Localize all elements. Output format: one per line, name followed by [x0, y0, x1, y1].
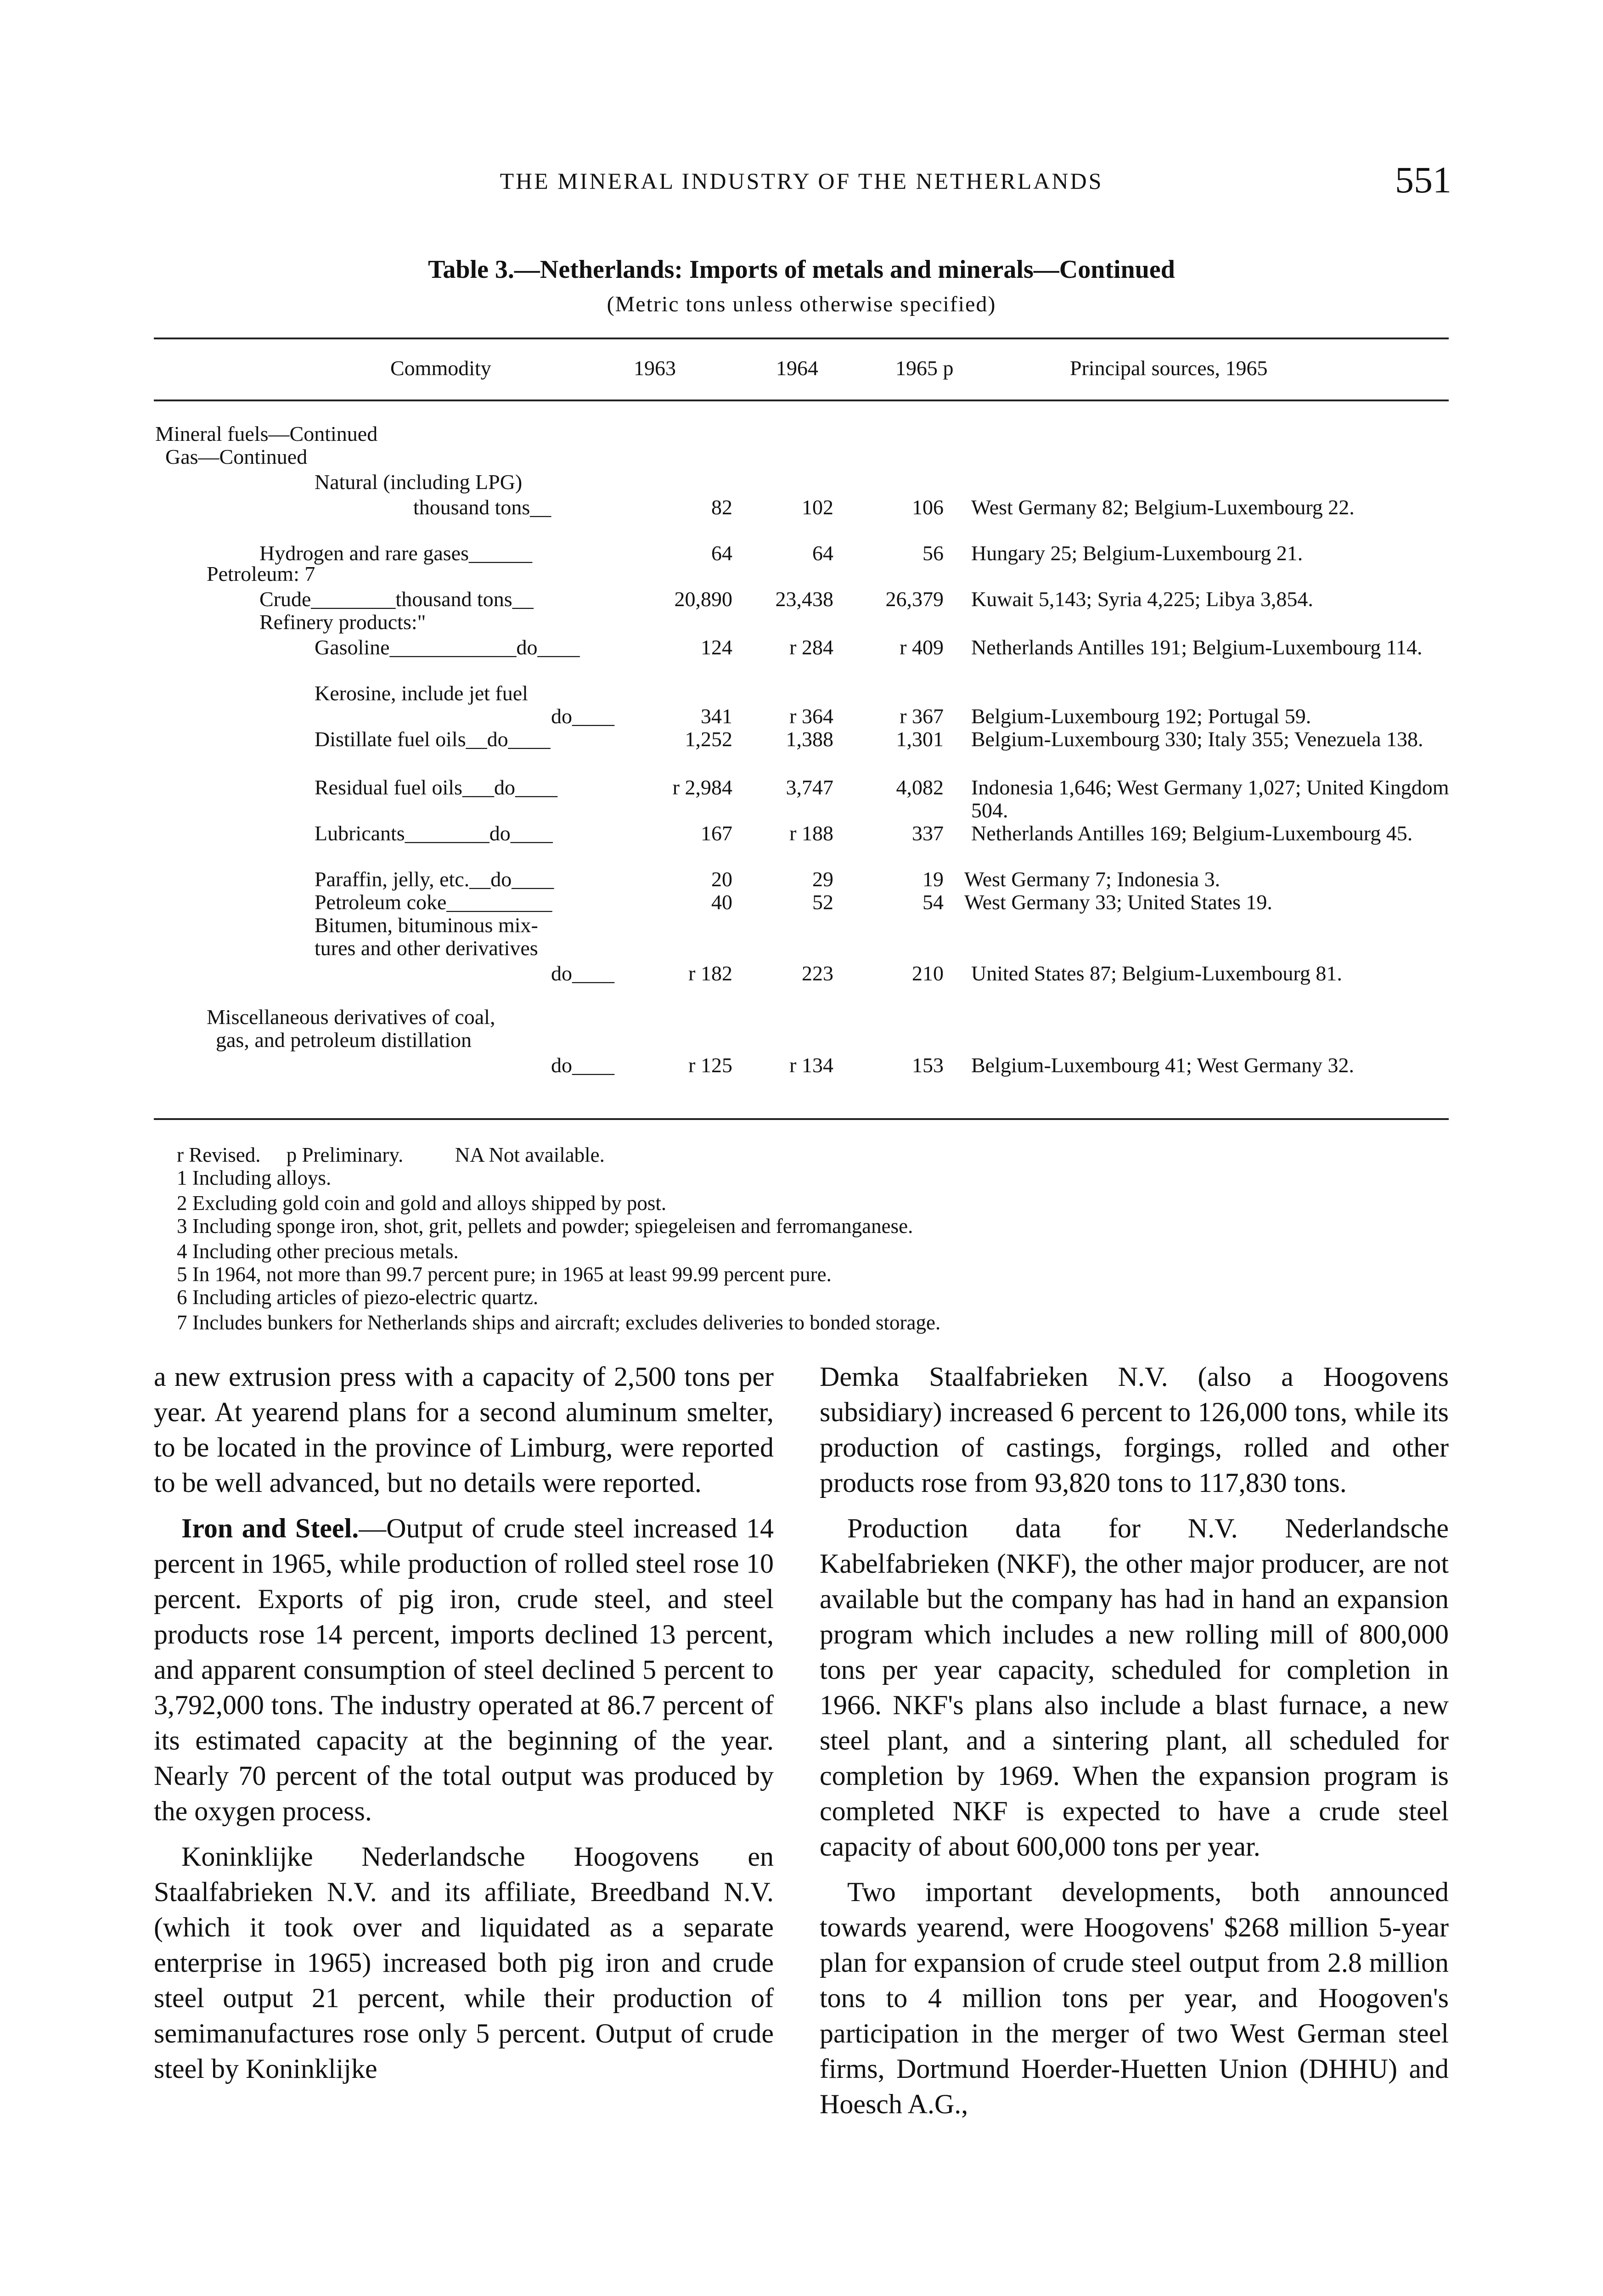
table-cell-1963: 82: [711, 495, 732, 519]
table-row-label: Hydrogen and rare gases______: [259, 541, 532, 565]
table-cell-1965: 1,301: [896, 727, 944, 751]
table-cell-1964: r 134: [789, 1053, 833, 1077]
footnote: 2 Excluding gold coin and gold and alloys shipped by post.: [177, 1192, 667, 1215]
table-row-label: tures and other derivatives: [315, 936, 538, 960]
paragraph: Demka Staalfabrieken N.V. (also a Hoogovens subsidiary) increased 6 percent to 126,000 tons, while its production of castings, forgings, rolled and other products rose from 93,820 tons to 117,830 tons.: [820, 1362, 1449, 1498]
table-cell-sources: United States 87; Belgium-Luxembourg 81.: [971, 962, 1342, 985]
table-title: Table 3.—Netherlands: Imports of metals and minerals—Continued: [428, 255, 1175, 284]
table-cell-1965: 210: [912, 962, 944, 985]
table-cell-1965: r 367: [900, 704, 944, 728]
table-cell-1965: 153: [912, 1053, 944, 1077]
table-cell-1964: 102: [802, 495, 833, 519]
table-cell-sources: Hungary 25; Belgium-Luxembourg 21.: [971, 541, 1303, 565]
table-cell-1963: 64: [711, 541, 732, 565]
table-cell-1964: 52: [812, 890, 833, 914]
table-cell-1965: 19: [922, 867, 944, 891]
table-row-label: do____: [551, 1053, 614, 1077]
table-row-label: Refinery products:": [259, 610, 426, 634]
table-cell-1965: 4,082: [896, 776, 944, 799]
table-row-label: thousand tons__: [413, 495, 551, 519]
table-row-label: Distillate fuel oils__do____: [315, 727, 551, 751]
paragraph: Koninklijke Nederlandsche Hoogovens en Staalfabrieken N.V. and its affiliate, Breedband N.V. (which it took over and liquidated as a separate enterprise in 1965) increased both pig iron and crude steel output 21 percent, while their production of semimanufactures rose only 5 percent. Output of crude steel by Koninklijke: [154, 1841, 774, 2084]
table-row-label: Residual fuel oils___do____: [315, 776, 557, 799]
table-cell-sources: West Germany 82; Belgium-Luxembourg 22.: [971, 495, 1355, 519]
column-header-sources: Principal sources, 1965: [1070, 356, 1268, 380]
table-row-label: Kerosine, include jet fuel: [315, 681, 528, 705]
table-row-label: Gas—Continued: [165, 445, 308, 468]
paragraph: Two important developments, both announced towards yearend, were Hoogovens' $268 million 5-year plan for expansion of crude steel output from 2.8 million tons to 4 million tons per year, and Hoogoven's participation in the merger of two West German steel firms, Dortmund Hoerder-Huetten Union (DHHU) and Hoesch A.G.,: [820, 1877, 1449, 2119]
paragraph: Production data for N.V. Nederlandsche Kabelfabrieken (NKF), the other major producer, are not available but the company has had in hand an expansion program which includes a new rolling mill of 800,000 tons per year capacity, scheduled for completion in 1966. NKF's plans also include a blast furnace, a new steel plant, and a sintering plant, all scheduled for completion by 1969. When the expansion program is completed NKF is expected to have a crude steel capacity of about 600,000 tons per year.: [820, 1513, 1449, 1862]
table-cell-1964: 23,438: [775, 587, 833, 611]
table-cell-1963: 40: [711, 890, 732, 914]
table-row-label: do____: [551, 704, 614, 728]
table-cell-sources: Netherlands Antilles 169; Belgium-Luxembourg 45.: [971, 822, 1413, 845]
column-header-1964: 1964: [776, 356, 818, 380]
table-cell-1963: r 182: [688, 962, 732, 985]
table-cell-1963: 341: [701, 704, 732, 728]
column-header-1963: 1963: [634, 356, 676, 380]
table-cell-sources: Indonesia 1,646; West Germany 1,027; United Kingdom 504.: [971, 776, 1449, 822]
table-cell-1963: 124: [701, 636, 732, 659]
paragraph: a new extrusion press with a capacity of 2,500 tons per year. At yearend plans for a second aluminum smelter, to be located in the province of Limburg, were reported to be well advanced, but no details were reported.: [154, 1362, 774, 1498]
footnote: 1 Including alloys.: [177, 1166, 332, 1189]
table-cell-1965: 26,379: [885, 587, 944, 611]
table-row-label: Natural (including LPG): [315, 470, 523, 494]
table-cell-sources: West Germany 33; United States 19.: [964, 890, 1272, 914]
table-cell-1964: 3,747: [786, 776, 833, 799]
table-cell-1963: r 125: [688, 1053, 732, 1077]
table-row-label: Mineral fuels—Continued: [155, 422, 378, 445]
table-cell-1963: 20,890: [674, 587, 732, 611]
table-row-label: Paraffin, jelly, etc.__do____: [315, 867, 554, 891]
table-cell-sources: Kuwait 5,143; Syria 4,225; Libya 3,854.: [971, 587, 1313, 611]
body-column-left: [154, 1359, 774, 2087]
table-cell-1964: 223: [802, 962, 833, 985]
table-cell-sources: Belgium-Luxembourg 330; Italy 355; Venezuela 138.: [971, 727, 1423, 751]
footnote: 3 Including sponge iron, shot, grit, pellets and powder; spiegeleisen and ferromanganese.: [177, 1215, 913, 1238]
footnote: 7 Includes bunkers for Netherlands ships and aircraft; excludes deliveries to bonded storage.: [177, 1311, 941, 1334]
column-header-1965: 1965 p: [895, 356, 954, 380]
footnote: r Revised. p Preliminary. NA Not available.: [177, 1143, 605, 1166]
footnote: 5 In 1964, not more than 99.7 percent pure; in 1965 at least 99.99 percent pure.: [177, 1263, 832, 1286]
table-cell-1963: r 2,984: [672, 776, 732, 799]
paragraph: Iron and Steel.—Output of crude steel increased 14 percent in 1965, while production of rolled steel rose 10 percent. Exports of pig iron, crude steel, and steel products rose 14 percent, imports declined 13 percent, and apparent consumption of steel declined 5 percent to 3,792,000 tons. The industry operated at 86.7 percent of its estimated capacity at the beginning of the year. Nearly 70 percent of the total output was produced by the oxygen process.: [154, 1513, 774, 1826]
table-row-label: Petroleum: 7: [207, 562, 315, 585]
table-cell-1965: r 409: [900, 636, 944, 659]
page-number: 551: [1395, 159, 1451, 201]
table-cell-1963: 1,252: [685, 727, 732, 751]
table-cell-1965: 337: [912, 822, 944, 845]
table-header-rule: [154, 400, 1449, 401]
running-head: THE MINERAL INDUSTRY OF THE NETHERLANDS: [500, 168, 1103, 194]
table-row-label: Gasoline____________do____: [315, 636, 580, 659]
table-cell-1963: 167: [701, 822, 732, 845]
table-cell-1964: r 364: [789, 704, 833, 728]
table-cell-1965: 54: [922, 890, 944, 914]
table-row-label: Miscellaneous derivatives of coal,: [207, 1005, 495, 1029]
table-cell-1964: r 188: [789, 822, 833, 845]
table-cell-1964: 64: [812, 541, 833, 565]
table-cell-sources: Netherlands Antilles 191; Belgium-Luxembourg 114.: [971, 636, 1423, 659]
table-cell-1964: 1,388: [786, 727, 833, 751]
body-column-right: [820, 1359, 1449, 2122]
table-cell-sources: Belgium-Luxembourg 192; Portugal 59.: [971, 704, 1311, 728]
column-header-commodity: Commodity: [390, 356, 491, 380]
table-row-label: do____: [551, 962, 614, 985]
table-row-label: Lubricants________do____: [315, 822, 553, 845]
table-top-rule: [154, 338, 1449, 339]
table-cell-1964: r 284: [789, 636, 833, 659]
table-cell-1963: 20: [711, 867, 732, 891]
table-cell-sources: West Germany 7; Indonesia 3.: [964, 867, 1221, 891]
footnote: 4 Including other precious metals.: [177, 1240, 459, 1263]
table-subtitle: (Metric tons unless otherwise specified): [607, 292, 996, 316]
table-row-label: gas, and petroleum distillation: [216, 1028, 472, 1052]
table-cell-1964: 29: [812, 867, 833, 891]
footnote: 6 Including articles of piezo-electric quartz.: [177, 1286, 539, 1309]
table-row-label: Crude________thousand tons__: [259, 587, 534, 611]
table-cell-1965: 106: [912, 495, 944, 519]
table-cell-sources: Belgium-Luxembourg 41; West Germany 32.: [971, 1053, 1354, 1077]
table-cell-1965: 56: [922, 541, 944, 565]
table-bottom-rule: [154, 1118, 1449, 1120]
table-row-label: Petroleum coke__________: [315, 890, 552, 914]
section-heading: Iron and Steel.: [181, 1513, 359, 1543]
table-row-label: Bitumen, bituminous mix-: [315, 913, 538, 937]
